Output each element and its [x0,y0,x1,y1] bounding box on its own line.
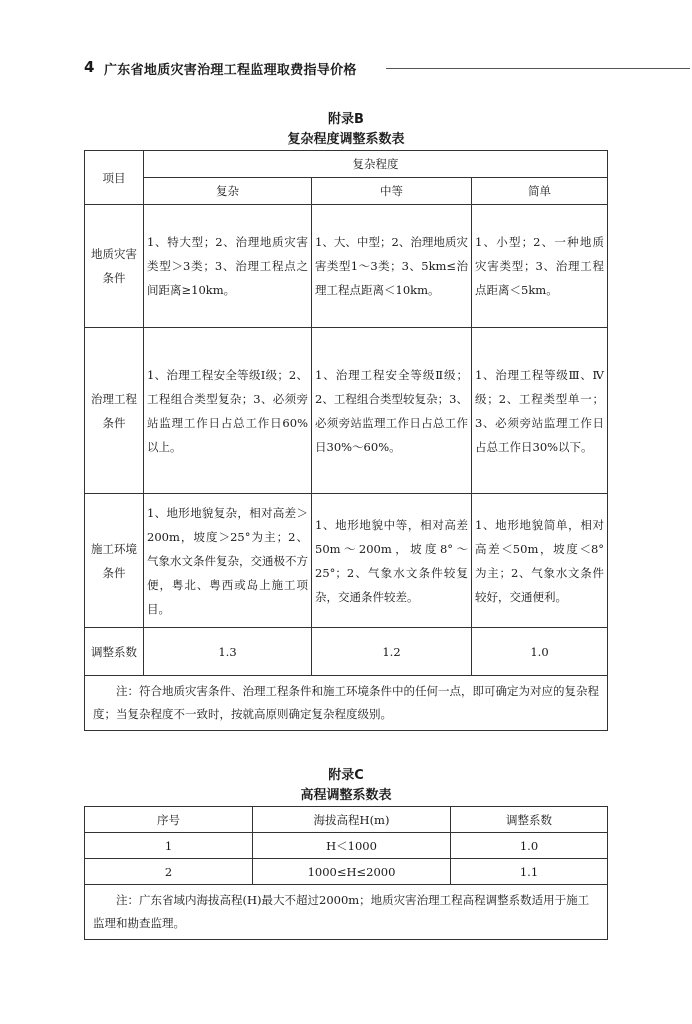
table-cell: 1.0 [451,833,608,859]
table-row [85,205,608,328]
table-cell: 1.1 [451,859,608,885]
note-text: 注：符合地质灾害条件、治理工程条件和施工环境条件中的任何一点，即可确定为对应的复杂程度；当复杂程度不一致时，按就高原则确定复杂程度级别。 [93,684,599,721]
appendix-b-title: 复杂程度调整系数表 [287,132,405,147]
note-text: 注：广东省域内海拔高程(H)最大不超过2000m；地质灾害治理工程高程调整系数适用于施工监理和勘查监理。 [93,893,590,930]
row-name: 地质灾害条件 [85,205,144,328]
row-name: 治理工程条件 [85,328,144,494]
table-row [85,859,608,885]
coef-value: 1.0 [472,628,608,676]
col-item-header: 项目 [85,151,144,205]
table-cell: 1、治理工程安全等级Ⅱ级；2、工程组合类型较复杂；3、必须旁站监理工作日占总工作日30%～60%。 [312,328,472,494]
note-row [85,676,608,731]
col-group-header: 复杂程度 [144,151,608,178]
coef-label: 调整系数 [85,628,144,676]
table-cell: 1 [85,833,253,859]
table-cell: 1、地形地貌简单，相对高差＜50m，坡度＜8°为主；2、气象水文条件较好，交通便利。 [472,494,608,628]
note-row [85,885,608,940]
page-number: 4 [84,58,95,76]
appendix-b-label: 附录B [328,112,364,127]
appendix-c-title: 高程调整系数表 [300,788,392,803]
table-cell: 1、特大型；2、治理地质灾害类型＞3类；3、治理工程点之间距离≥10km。 [144,205,312,328]
coef-value: 1.3 [144,628,312,676]
level-header: 中等 [312,178,472,205]
coefficient-row [85,628,608,676]
header-cell: 序号 [85,807,253,833]
table-cell: 1、小型；2、一种地质灾害类型；3、治理工程点距离＜5km。 [472,205,608,328]
level-header: 简单 [472,178,608,205]
running-header [84,58,692,80]
book-title: 广东省地质灾害治理工程监理取费指导价格 [104,63,357,78]
table-cell: 1、大、中型；2、治理地质灾害类型1～3类；3、5km≤治理工程点距离＜10km。 [312,205,472,328]
level-header: 复杂 [144,178,312,205]
table-cell: 1000≤H≤2000 [253,859,451,885]
table-cell: H＜1000 [253,833,451,859]
header-cell: 海拔高程H(m) [253,807,451,833]
table-cell: 2 [85,859,253,885]
table-cell: 1、治理工程安全等级Ⅰ级；2、工程组合类型复杂；3、必须旁站监理工作日占总工作日60%以上。 [144,328,312,494]
appendix-c-label: 附录C [328,768,364,783]
coef-value: 1.2 [312,628,472,676]
altitude-table [84,806,608,940]
table-note [85,676,608,731]
table-row [85,328,608,494]
table-cell: 1、地形地貌中等，相对高差50m～200m，坡度8°～25°；2、气象水文条件较复杂，交通条件较差。 [312,494,472,628]
complexity-table [84,150,608,731]
table-cell: 1、地形地貌复杂，相对高差＞200m，坡度＞25°为主；2、气象水文条件复杂，交通极不方便，粤北、粤西或岛上施工项目。 [144,494,312,628]
row-name: 施工环境条件 [85,494,144,628]
header-rule [386,68,690,69]
table-note [85,885,608,940]
table-row [85,494,608,628]
header-cell: 调整系数 [451,807,608,833]
table-row [85,833,608,859]
table-cell: 1、治理工程等级Ⅲ、Ⅳ级；2、工程类型单一；3、必须旁站监理工作日占总工作日30%以下。 [472,328,608,494]
